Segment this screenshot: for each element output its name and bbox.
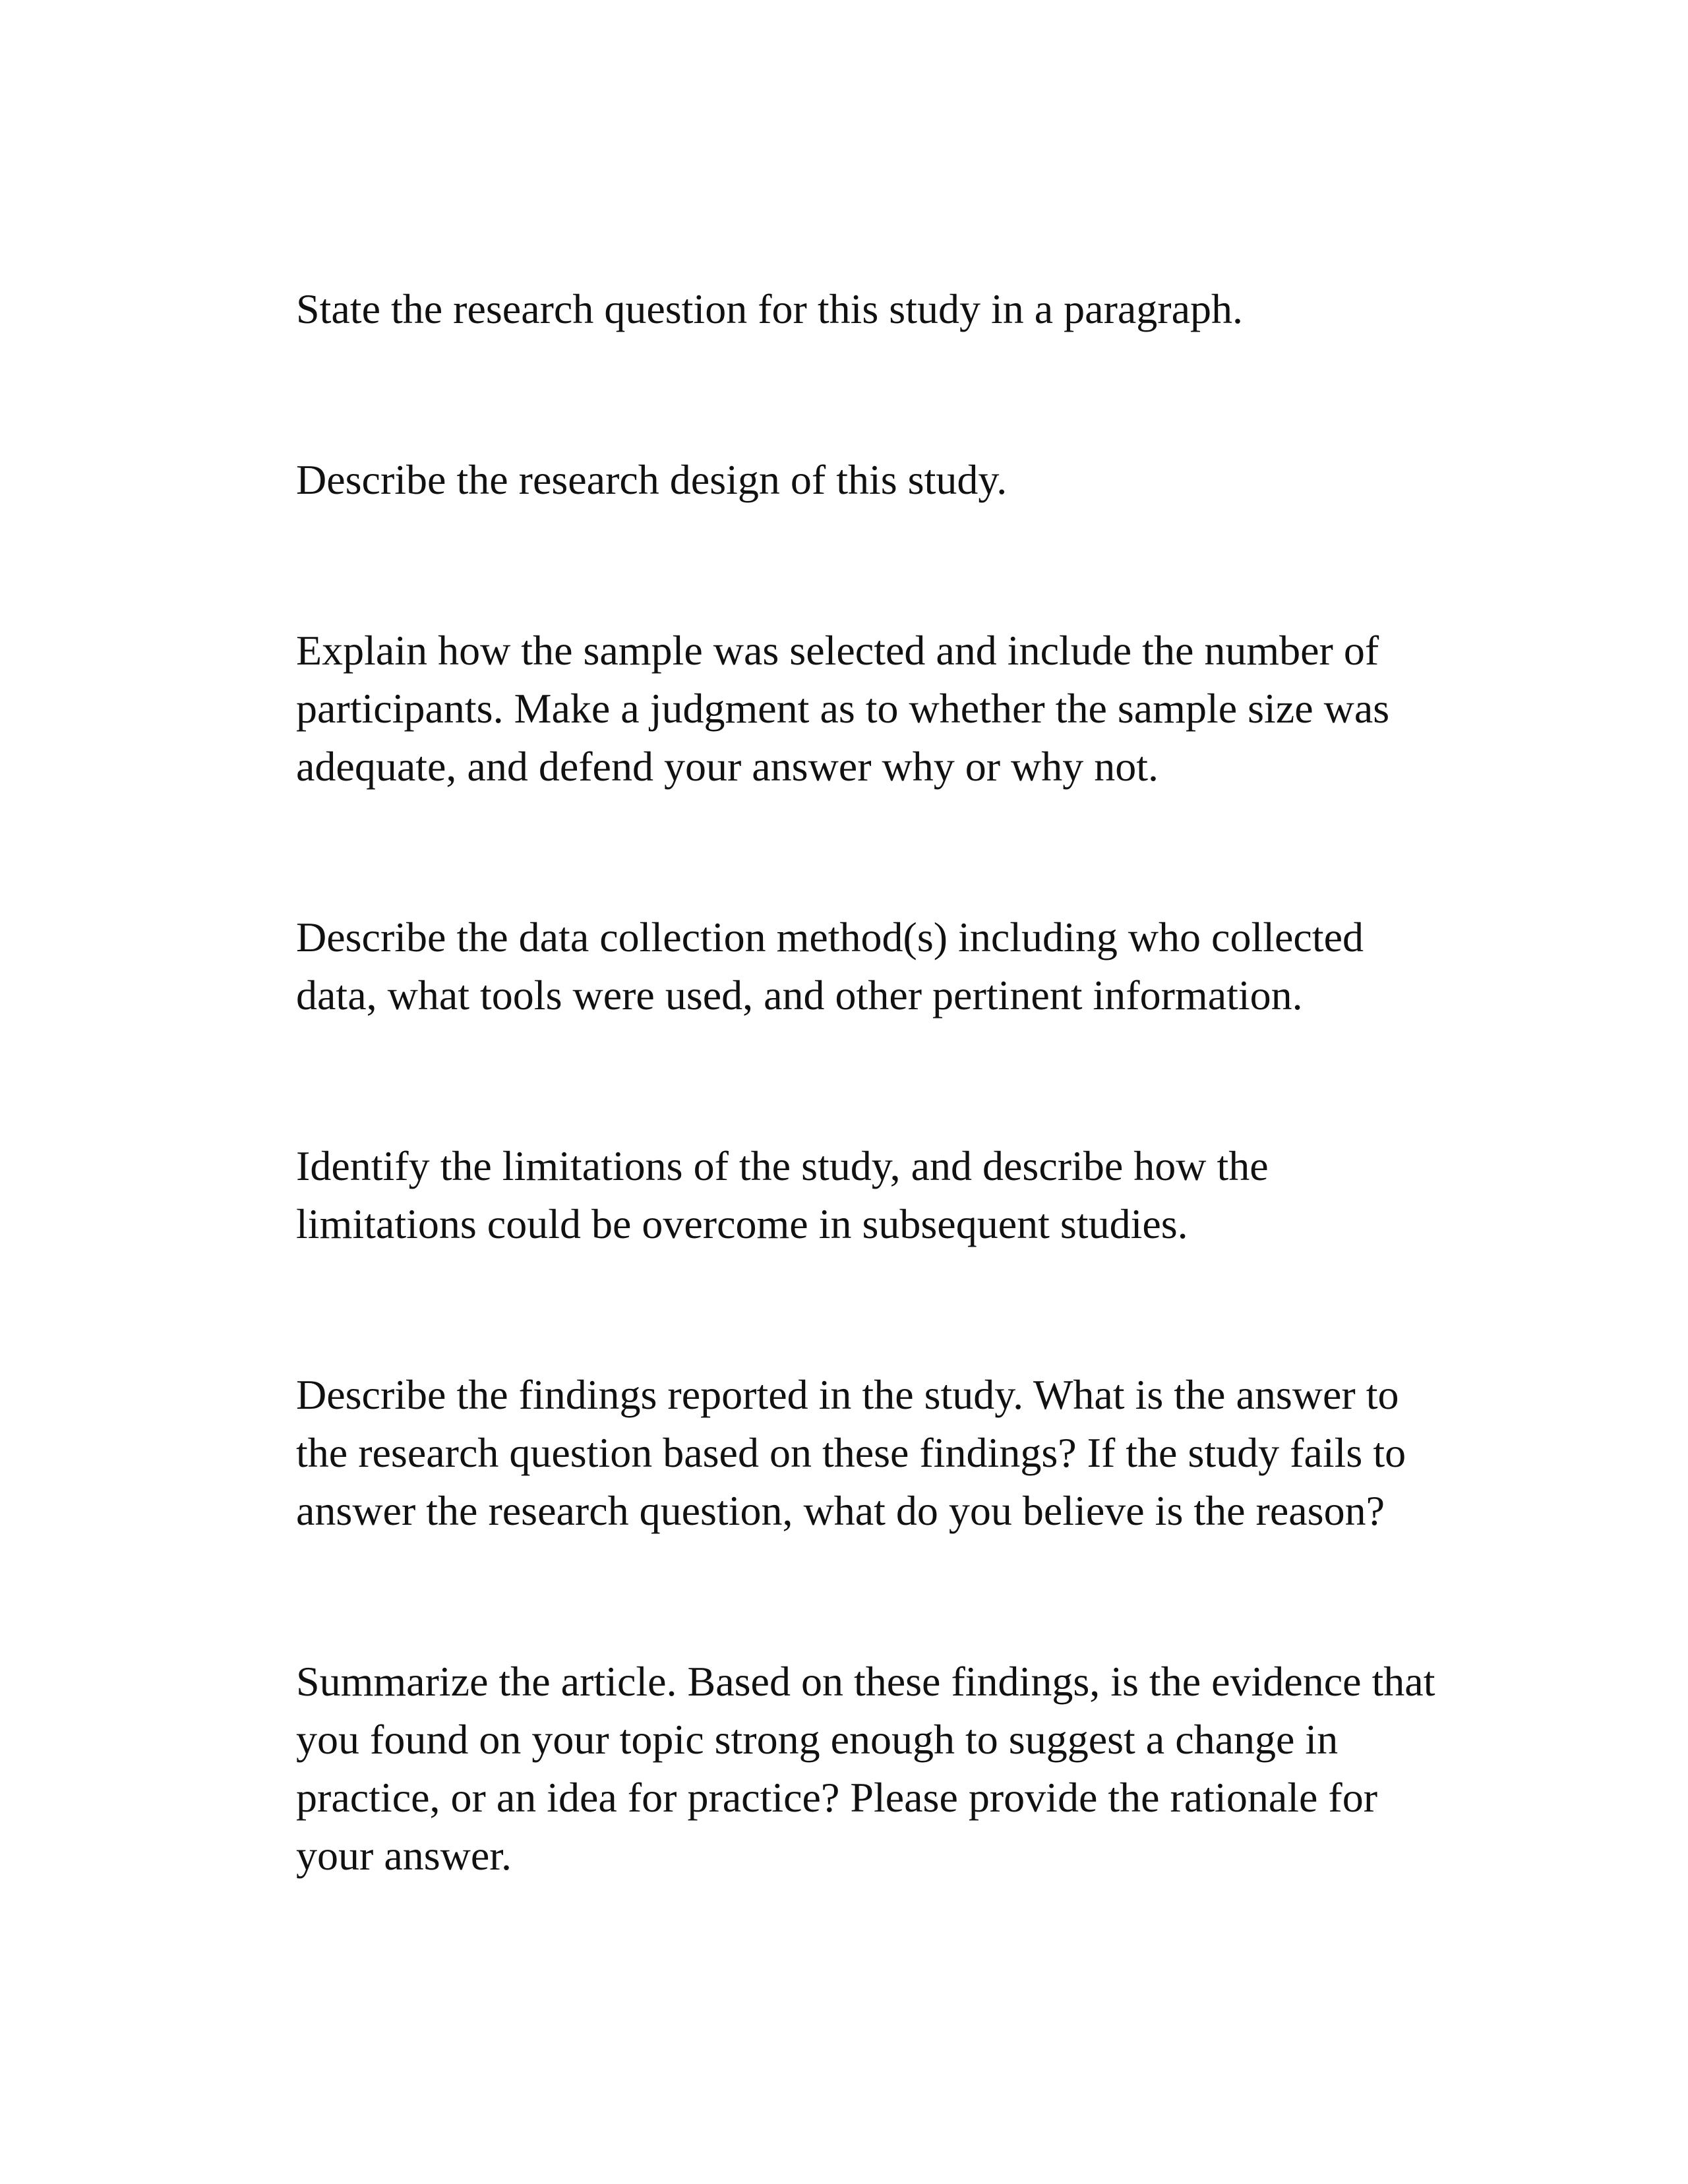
question-research-design: [296, 451, 1549, 509]
question-limitations: [296, 1137, 1549, 1253]
question-text-line: practice, or an idea for practice? Please provide the rationale for: [296, 1774, 1378, 1821]
question-text-line: Identify the limitations of the study, and describe how the: [296, 1142, 1269, 1189]
question-text-line: your answer.: [296, 1832, 512, 1879]
question-text-line: data, what tools were used, and other pertinent information.: [296, 972, 1303, 1018]
question-text-line: limitations could be overcome in subsequent studies.: [296, 1200, 1188, 1247]
question-text-line: Explain how the sample was selected and include the number of: [296, 627, 1379, 674]
question-research-question: [296, 280, 1549, 338]
question-text-line: Describe the data collection method(s) including who collected: [296, 914, 1364, 960]
question-text-line: Describe the research design of this study.: [296, 456, 1008, 503]
question-text-line: adequate, and defend your answer why or why not.: [296, 743, 1159, 790]
question-data-collection: [296, 908, 1549, 1024]
question-text-line: State the research question for this study in a paragraph.: [296, 285, 1243, 332]
question-summary: [296, 1653, 1549, 1885]
question-list: [296, 280, 1549, 1997]
question-text-line: participants. Make a judgment as to whether the sample size was: [296, 685, 1390, 732]
question-text-line: you found on your topic strong enough to suggest a change in: [296, 1716, 1339, 1763]
question-findings: [296, 1366, 1549, 1540]
question-text-line: the research question based on these findings? If the study fails to: [296, 1429, 1406, 1476]
question-text-line: answer the research question, what do you believe is the reason?: [296, 1487, 1385, 1534]
question-text-line: Describe the findings reported in the study. What is the answer to: [296, 1371, 1399, 1418]
question-sample-selection: [296, 622, 1549, 796]
question-text-line: Summarize the article. Based on these findings, is the evidence that: [296, 1658, 1435, 1705]
